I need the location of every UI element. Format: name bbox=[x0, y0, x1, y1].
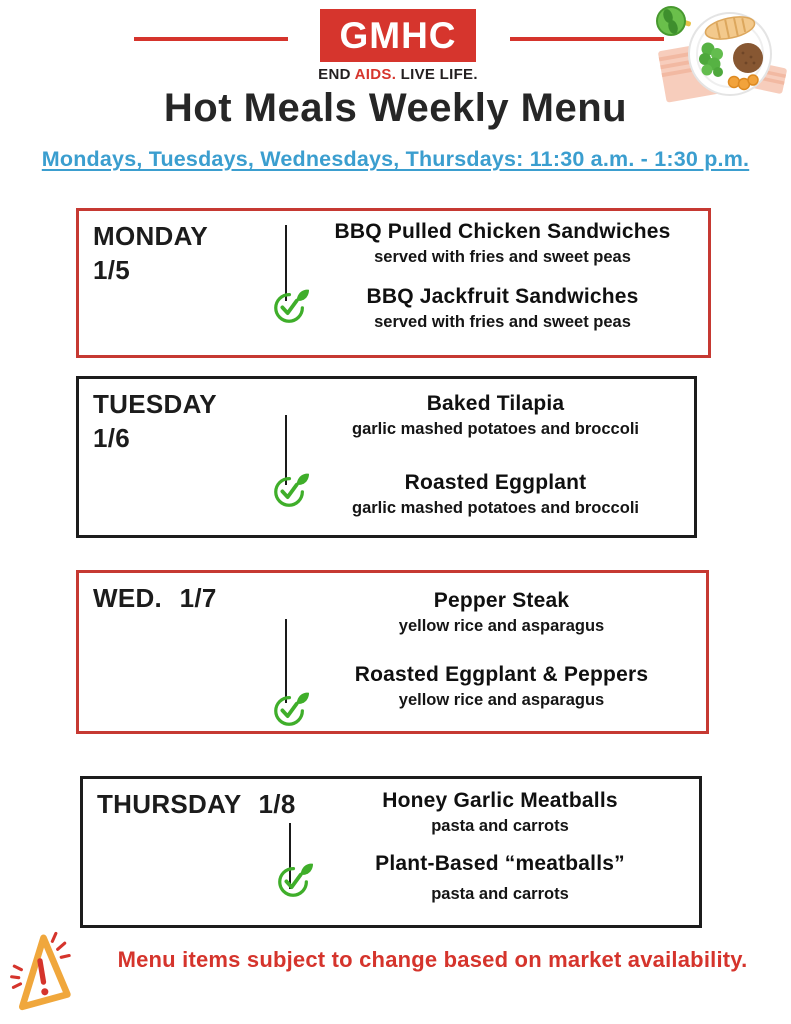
day-label bbox=[93, 388, 217, 456]
dish-name: BBQ Jackfruit Sandwiches bbox=[366, 285, 639, 308]
dish-name: Roasted Eggplant & Peppers bbox=[354, 663, 649, 686]
day-name: WED. bbox=[93, 583, 163, 613]
dish-name: Pepper Steak bbox=[433, 589, 570, 612]
regular-dish bbox=[305, 589, 698, 636]
menu-box-wednesday bbox=[76, 570, 709, 734]
day-date: 1/5 bbox=[93, 254, 131, 285]
day-label bbox=[93, 220, 208, 288]
dish-sides: served with fries and sweet peas bbox=[374, 248, 631, 266]
availability-notice: Menu items subject to change based on market availability. bbox=[117, 947, 748, 972]
day-date: 1/8 bbox=[258, 789, 296, 819]
dish-sides: pasta and carrots bbox=[431, 817, 569, 835]
decorative-red-line-left bbox=[134, 37, 288, 41]
page-title: Hot Meals Weekly Menu bbox=[163, 86, 628, 130]
dish-sides: yellow rice and asparagus bbox=[398, 617, 605, 635]
day-name: THURSDAY bbox=[97, 789, 241, 819]
tagline-aids: AIDS. bbox=[354, 66, 397, 83]
vegetarian-dish bbox=[309, 852, 691, 904]
dish-name: Baked Tilapia bbox=[426, 392, 565, 415]
day-name: TUESDAY bbox=[93, 389, 217, 419]
day-date: 1/7 bbox=[179, 583, 217, 613]
menu-items bbox=[305, 211, 700, 332]
regular-dish bbox=[305, 392, 686, 439]
day-label bbox=[97, 788, 296, 822]
menu-items bbox=[305, 573, 698, 710]
regular-dish bbox=[309, 789, 691, 836]
menu-box-thursday bbox=[80, 776, 702, 928]
dish-name: Roasted Eggplant bbox=[404, 471, 587, 494]
vegetarian-dish bbox=[305, 663, 698, 710]
vegetarian-dish bbox=[305, 471, 686, 518]
gmhc-tagline bbox=[300, 66, 496, 83]
dish-sides: pasta and carrots bbox=[431, 885, 569, 903]
vegetarian-check-icon bbox=[271, 690, 309, 728]
regular-dish bbox=[305, 220, 700, 267]
day-label bbox=[93, 582, 217, 616]
tagline-end: END bbox=[318, 66, 355, 83]
dish-sides: garlic mashed potatoes and broccoli bbox=[352, 499, 639, 517]
dish-name: Honey Garlic Meatballs bbox=[382, 789, 618, 812]
menu-box-monday bbox=[76, 208, 711, 358]
schedule-hours: Mondays, Tuesdays, Wednesdays, Thursdays: 11:30 a.m. - 1:30 p.m. bbox=[41, 147, 750, 171]
vegetarian-check-icon bbox=[275, 861, 313, 899]
warning-triangle-icon bbox=[10, 929, 100, 1021]
vegetarian-check-icon bbox=[271, 287, 309, 325]
dish-sides: yellow rice and asparagus bbox=[398, 691, 605, 709]
tagline-livelife: LIVE LIFE. bbox=[396, 66, 478, 83]
vegetarian-check-icon bbox=[271, 471, 309, 509]
day-name: MONDAY bbox=[93, 221, 208, 251]
dish-sides: served with fries and sweet peas bbox=[374, 313, 631, 331]
dish-name: Plant-Based “meatballs” bbox=[375, 852, 625, 875]
gmhc-logo bbox=[320, 9, 476, 62]
vegetarian-dish bbox=[305, 285, 700, 332]
gmhc-logo-text: GMHC bbox=[339, 14, 457, 56]
menu-box-tuesday bbox=[76, 376, 697, 538]
dish-sides: garlic mashed potatoes and broccoli bbox=[352, 420, 639, 438]
decorative-red-line-right bbox=[510, 37, 664, 41]
day-date: 1/6 bbox=[93, 422, 131, 453]
menu-items bbox=[309, 779, 691, 904]
menu-items bbox=[305, 379, 686, 518]
dish-name: BBQ Pulled Chicken Sandwiches bbox=[334, 220, 671, 243]
